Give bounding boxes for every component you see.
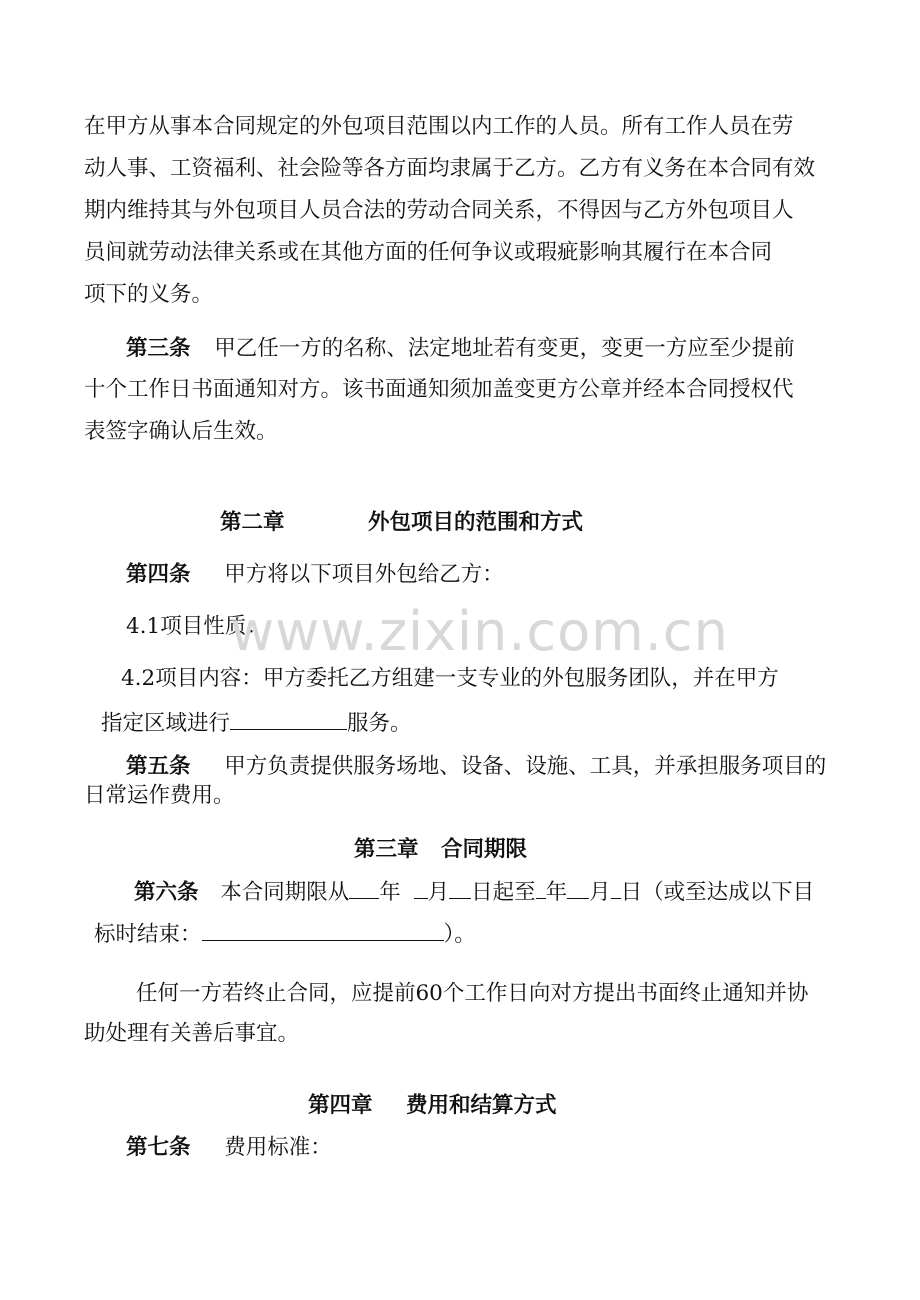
- item-4-2: 4.2项目内容：甲方委托乙方组建一支专业的外包服务团队，并在甲方: [121, 666, 779, 691]
- article-5: [126, 752, 826, 782]
- article-4-text: 甲方将以下项目外包给乙方：: [224, 562, 504, 587]
- article-3: [126, 334, 795, 364]
- fill-blank: [536, 876, 546, 899]
- article-6-text: 月: [427, 880, 450, 905]
- paragraph-line: 十个工作日书面通知对方。该书面通知须加盖变更方公章并经本合同授权代: [84, 377, 794, 402]
- article-7-text: 费用标准：: [224, 1135, 332, 1160]
- article-6-text: 日（或至达成以下目: [620, 880, 815, 905]
- chapter-4-title: 费用和结算方式: [406, 1093, 557, 1118]
- article-4-label: 第四条: [126, 562, 191, 587]
- item-4-1: 4.1项目性质：: [126, 614, 268, 639]
- article-3-text: 甲乙任一方的名称、法定地址若有变更，变更一方应至少提前: [214, 336, 795, 361]
- chapter-2-title: 外包项目的范围和方式: [368, 510, 584, 535]
- chapter-4-label: 第四章: [308, 1093, 373, 1118]
- paragraph-line: 表签字确认后生效。: [84, 419, 278, 444]
- article-6-cont: [94, 918, 476, 950]
- paragraph-line: 在甲方从事本合同规定的外包项目范围以内工作的人员。所有工作人员在劳: [84, 114, 794, 139]
- article-5-text: 甲方负责提供服务场地、设备、设施、工具，并承担服务项目的: [224, 754, 827, 779]
- watermark: www.zixin.com.cn: [230, 600, 729, 663]
- item-4-2-text: 指定区域进行: [101, 711, 231, 736]
- article-6-label: 第六条: [134, 880, 199, 905]
- paragraph-line: 项下的义务。: [84, 282, 214, 307]
- article-6-text: ）。: [443, 922, 476, 947]
- article-6-text: 标时结束：: [94, 922, 202, 947]
- article-6-text: 月: [589, 880, 611, 905]
- paragraph-line: 期内维持其与外包项目人员合法的劳动合同关系，不得因与乙方外包项目人: [84, 198, 794, 223]
- paragraph-line: 任何一方若终止合同，应提前60个工作日向对方提出书面终止通知并协: [136, 981, 809, 1006]
- paragraph-line: 助处理有关善后事宜。: [84, 1021, 300, 1046]
- fill-blank: [449, 876, 471, 899]
- fill-blank: [414, 876, 428, 899]
- article-6-text: 年: [545, 880, 568, 905]
- article-6-text: 年: [379, 880, 401, 905]
- fill-blank: [567, 876, 589, 899]
- article-6-text: 本合同期限从: [220, 880, 350, 905]
- item-4-2-cont: [101, 707, 412, 739]
- chapter-2-label: 第二章: [220, 510, 285, 535]
- fill-blank: [611, 876, 621, 899]
- article-4: [126, 560, 504, 590]
- fill-blank: [349, 876, 379, 899]
- paragraph-line: 员间就劳动法律关系或在其他方面的任何争议或瑕疵影响其履行在本合同: [84, 240, 773, 265]
- chapter-3-label: 第三章: [354, 837, 419, 862]
- paragraph-line: 日常运作费用。: [84, 783, 235, 808]
- article-6-text: 日起至: [471, 880, 536, 905]
- article-5-label: 第五条: [126, 754, 191, 779]
- fill-blank: [230, 707, 347, 730]
- article-7-label: 第七条: [126, 1135, 191, 1160]
- fill-blank: [202, 918, 444, 941]
- article-3-label: 第三条: [126, 336, 191, 361]
- article-6: [134, 876, 814, 908]
- paragraph-line: 动人事、工资福利、社会险等各方面均隶属于乙方。乙方有义务在本合同有效: [84, 156, 816, 181]
- item-4-2-text: 服务。: [347, 711, 412, 736]
- article-7: [126, 1133, 332, 1163]
- chapter-3-title: 合同期限: [441, 837, 528, 862]
